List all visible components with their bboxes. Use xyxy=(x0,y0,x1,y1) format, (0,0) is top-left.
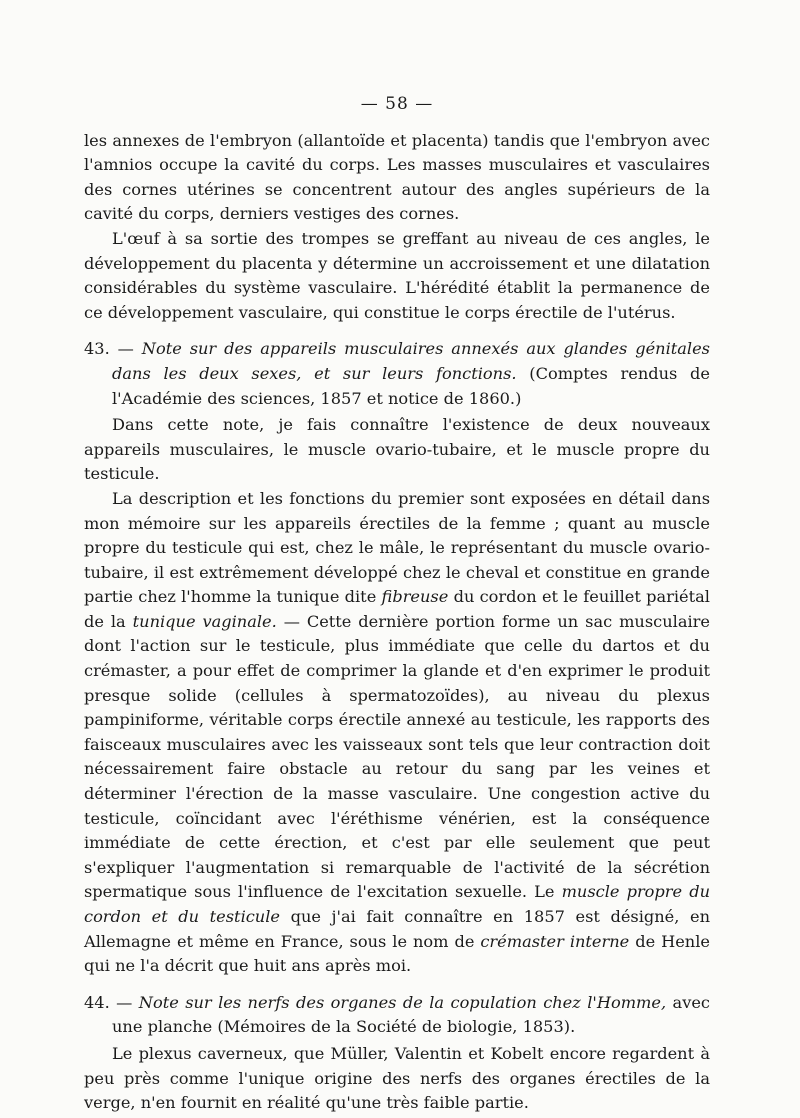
paragraph-3: Dans cette note, je fais connaître l'existence de deux nouveaux appareils musculaires, le muscle ovario-tubaire, et le muscle propre du testicule. xyxy=(84,415,710,484)
page-number: — 58 — xyxy=(360,94,434,114)
paragraph-4-part-i: de Henle qui ne l'a décrit que huit ans après moi. xyxy=(84,931,710,976)
paragraph-4-part-a: La description et les fonctions du premier sont exposées en détail dans mon mémoire sur les appareils érectiles de la femme ; quant au muscle propre du testicule qui est, chez le mâle, le représentant du muscle ovario-tubaire, il est extrêmement développé chez le cheval et constitue en grande partie chez l'homme la tunique dite xyxy=(84,488,710,607)
paragraph-4-part-g: que j'ai fait connaître en 1857 est désigné, en Allemagne et même en France, sous le nom de xyxy=(84,907,710,951)
paragraph-1: les annexes de l'embryon (allantoïde et placenta) tandis que l'embryon avec l'amnios occupe la cavité du corps. Les masses musculaires et vasculaires des cornes utérines se concentrent autour des angles supérieurs de la cavité du corps, derniers vestiges des cornes. xyxy=(84,130,710,224)
paragraph-5: Le plexus caverneux, que Müller, Valentin et Kobelt encore regardent à peu près comme l'unique origine des nerfs des organes érectiles de la verge, n'en fournit en réalité qu'une très faible partie. xyxy=(84,1043,710,1113)
entry-44-number: 44. — xyxy=(84,992,133,1012)
entry-44 xyxy=(84,991,710,1040)
paragraph-2: L'œuf à sa sortie des trompes se greffant au niveau de ces angles, le développement du placenta y détermine un accroissement et une dilatation considérables du système vasculaire. L'hérédité établit la permanence de ce développement vasculaire, qui constitue le corps érectile de l'utérus. xyxy=(84,228,710,322)
paragraph-4-italic-muscle: muscle propre du cordon et du testicule xyxy=(84,882,710,926)
entry-43 xyxy=(84,337,710,411)
entry-44-reference: avec une planche (Mémoires de la Société de biologie, 1853). xyxy=(112,992,710,1037)
paragraph-4-italic-fibreuse: fibreuse xyxy=(381,587,449,607)
paragraph-4-italic-tunique: tunique vaginale. xyxy=(132,611,277,631)
entry-44-title: Note sur les nerfs des organes de la copulation chez l'Homme, xyxy=(138,992,667,1012)
entry-43-number: 43. — xyxy=(84,339,134,359)
paragraph-4-part-c: du cordon et le feuillet pariétal de la xyxy=(84,587,710,631)
document-page xyxy=(84,92,710,1116)
paragraph-4 xyxy=(84,487,710,979)
entry-43-reference: (Comptes rendus de l'Académie des sciences, 1857 et notice de 1860.) xyxy=(112,363,710,408)
entry-43-title: Note sur des appareils musculaires annexés aux glandes génitales dans les deux sexes, et sur leurs fonctions. xyxy=(112,339,710,383)
paragraph-4-part-e: — Cette dernière portion forme un sac musculaire dont l'action sur le testicule, plus immédiate que celle du dartos et du crémaster, a pour effet de comprimer la glande et d'en exprimer le produit presque solide (cellules à spermatozoïdes), au niveau du plexus pampiniforme, véritable corps érectile annexé au testicule, les rapports des faisceaux musculaires avec les vaisseaux sont tels que leur contraction doit nécessairement faire obstacle au retour du sang par les veines et déterminer l'érection de la masse vasculaire. Une congestion active du testicule, coïncidant avec l'éréthisme vénérien, est la conséquence immédiate de cette érection, et c'est par elle seulement que peut s'expliquer l'augmentation si remarquable de l'activité de la sécrétion spermatique sous l'influence de l'excitation sexuelle. Le xyxy=(84,611,710,902)
paragraph-4-italic-cremaster: crémaster interne xyxy=(480,931,630,951)
